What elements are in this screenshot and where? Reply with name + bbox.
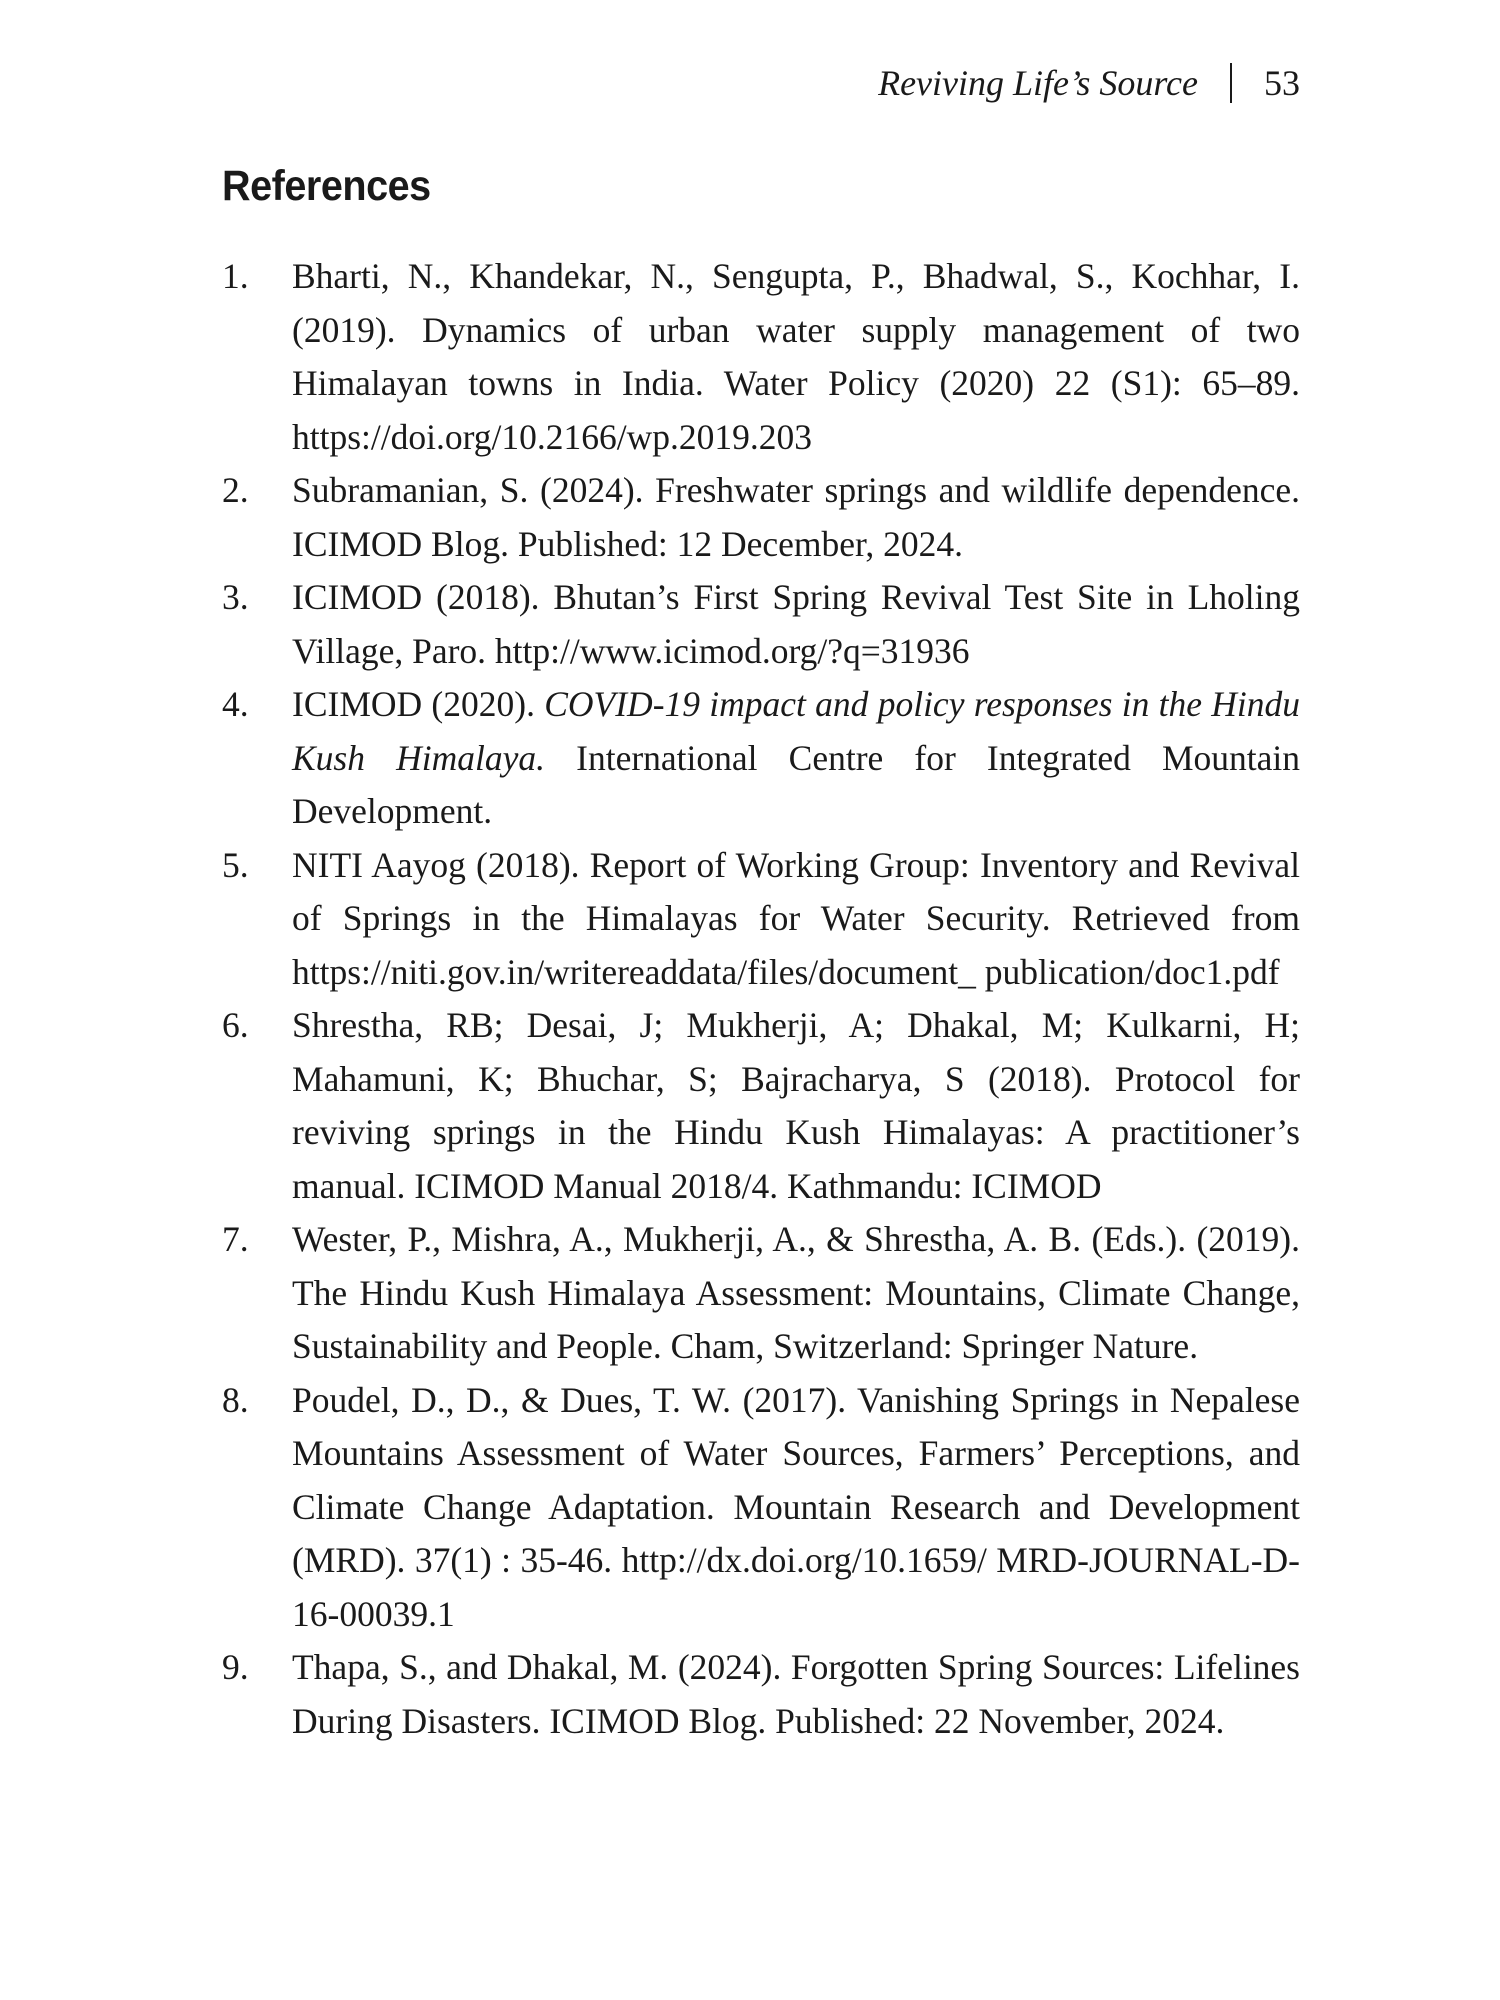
reference-number: 3.	[222, 577, 249, 617]
reference-item	[222, 250, 1300, 464]
running-title: Reviving Life’s Source	[878, 63, 1198, 103]
reference-number: 4.	[222, 684, 249, 724]
section-title: References	[222, 162, 431, 210]
reference-item	[222, 839, 1300, 1000]
reference-text: Thapa, S., and Dhakal, M. (2024). Forgotten Spring Sources: Lifelines During Disasters. ICIMOD Blog. Published: 22 November, 2024.	[292, 1647, 1300, 1741]
reference-number: 1.	[222, 256, 249, 296]
reference-text: Bharti, N., Khandekar, N., Sengupta, P., Bhadwal, S., Kochhar, I. (2019). Dynamics of urban water supply management of two Himalayan towns in India. Water Policy (2020) 22 (S1): 65–89. https://doi.org/10.2166/wp.2019.203	[292, 256, 1300, 457]
reference-item	[222, 1213, 1300, 1374]
reference-item	[222, 571, 1300, 678]
reference-number: 9.	[222, 1647, 249, 1687]
reference-item	[222, 1641, 1300, 1748]
reference-list	[222, 250, 1300, 1748]
page-number: 53	[1264, 63, 1300, 103]
reference-item	[222, 1374, 1300, 1642]
reference-text: Shrestha, RB; Desai, J; Mukherji, A; Dhakal, M; Kulkarni, H; Mahamuni, K; Bhuchar, S; Bajracharya, S (2018). Protocol for reviving springs in the Hindu Kush Himalayas: A practitioner’s manual. ICIMOD Manual 2018/4. Kathmandu: ICIMOD	[292, 1005, 1300, 1206]
reference-number: 5.	[222, 844, 249, 885]
reference-number: 2.	[222, 470, 249, 510]
header-divider	[1230, 63, 1232, 103]
reference-text: Wester, P., Mishra, A., Mukherji, A., & Shrestha, A. B. (Eds.). (2019). The Hindu Kush Himalaya Assessment: Mountains, Climate Change, Sustainability and People. Cham, Switzerland: Springer Nature.	[292, 1219, 1300, 1366]
reference-number: 7.	[222, 1219, 249, 1259]
reference-title-italic: COVID-19 impact and policy responses in the Hindu Kush Himalaya.	[292, 684, 1300, 778]
reference-text: Poudel, D., D., & Dues, T. W. (2017). Vanishing Springs in Nepalese Mountains Assessment of Water Sources, Farmers’ Perceptions, and Climate Change Adaptation. Mountain Research and Development (MRD). 37(1) : 35-46. http://dx.doi.org/10.1659/ MRD-JOURNAL-D-16-00039.1	[292, 1379, 1300, 1634]
running-header	[878, 62, 1300, 104]
reference-number: 6.	[222, 1005, 249, 1045]
reference-text-end: International Centre for Integrated Mountain Development.	[292, 737, 1301, 831]
reference-item	[222, 678, 1300, 839]
reference-item	[222, 464, 1300, 571]
reference-text: NITI Aayog (2018). Report of Working Group: Inventory and Revival of Springs in the Himalayas for Water Security. Retrieved from https://niti.gov.in/writereaddata/files/document_ publication/doc1.pdf	[292, 844, 1300, 992]
reference-item	[222, 999, 1300, 1213]
reference-text: Subramanian, S. (2024). Freshwater springs and wildlife dependence. ICIMOD Blog. Published: 12 December, 2024.	[292, 470, 1300, 564]
reference-text-start: ICIMOD (2020).	[292, 684, 545, 724]
reference-text: ICIMOD (2018). Bhutan’s First Spring Revival Test Site in Lholing Village, Paro. http://www.icimod.org/?q=31936	[292, 577, 1300, 671]
reference-number: 8.	[222, 1379, 249, 1420]
